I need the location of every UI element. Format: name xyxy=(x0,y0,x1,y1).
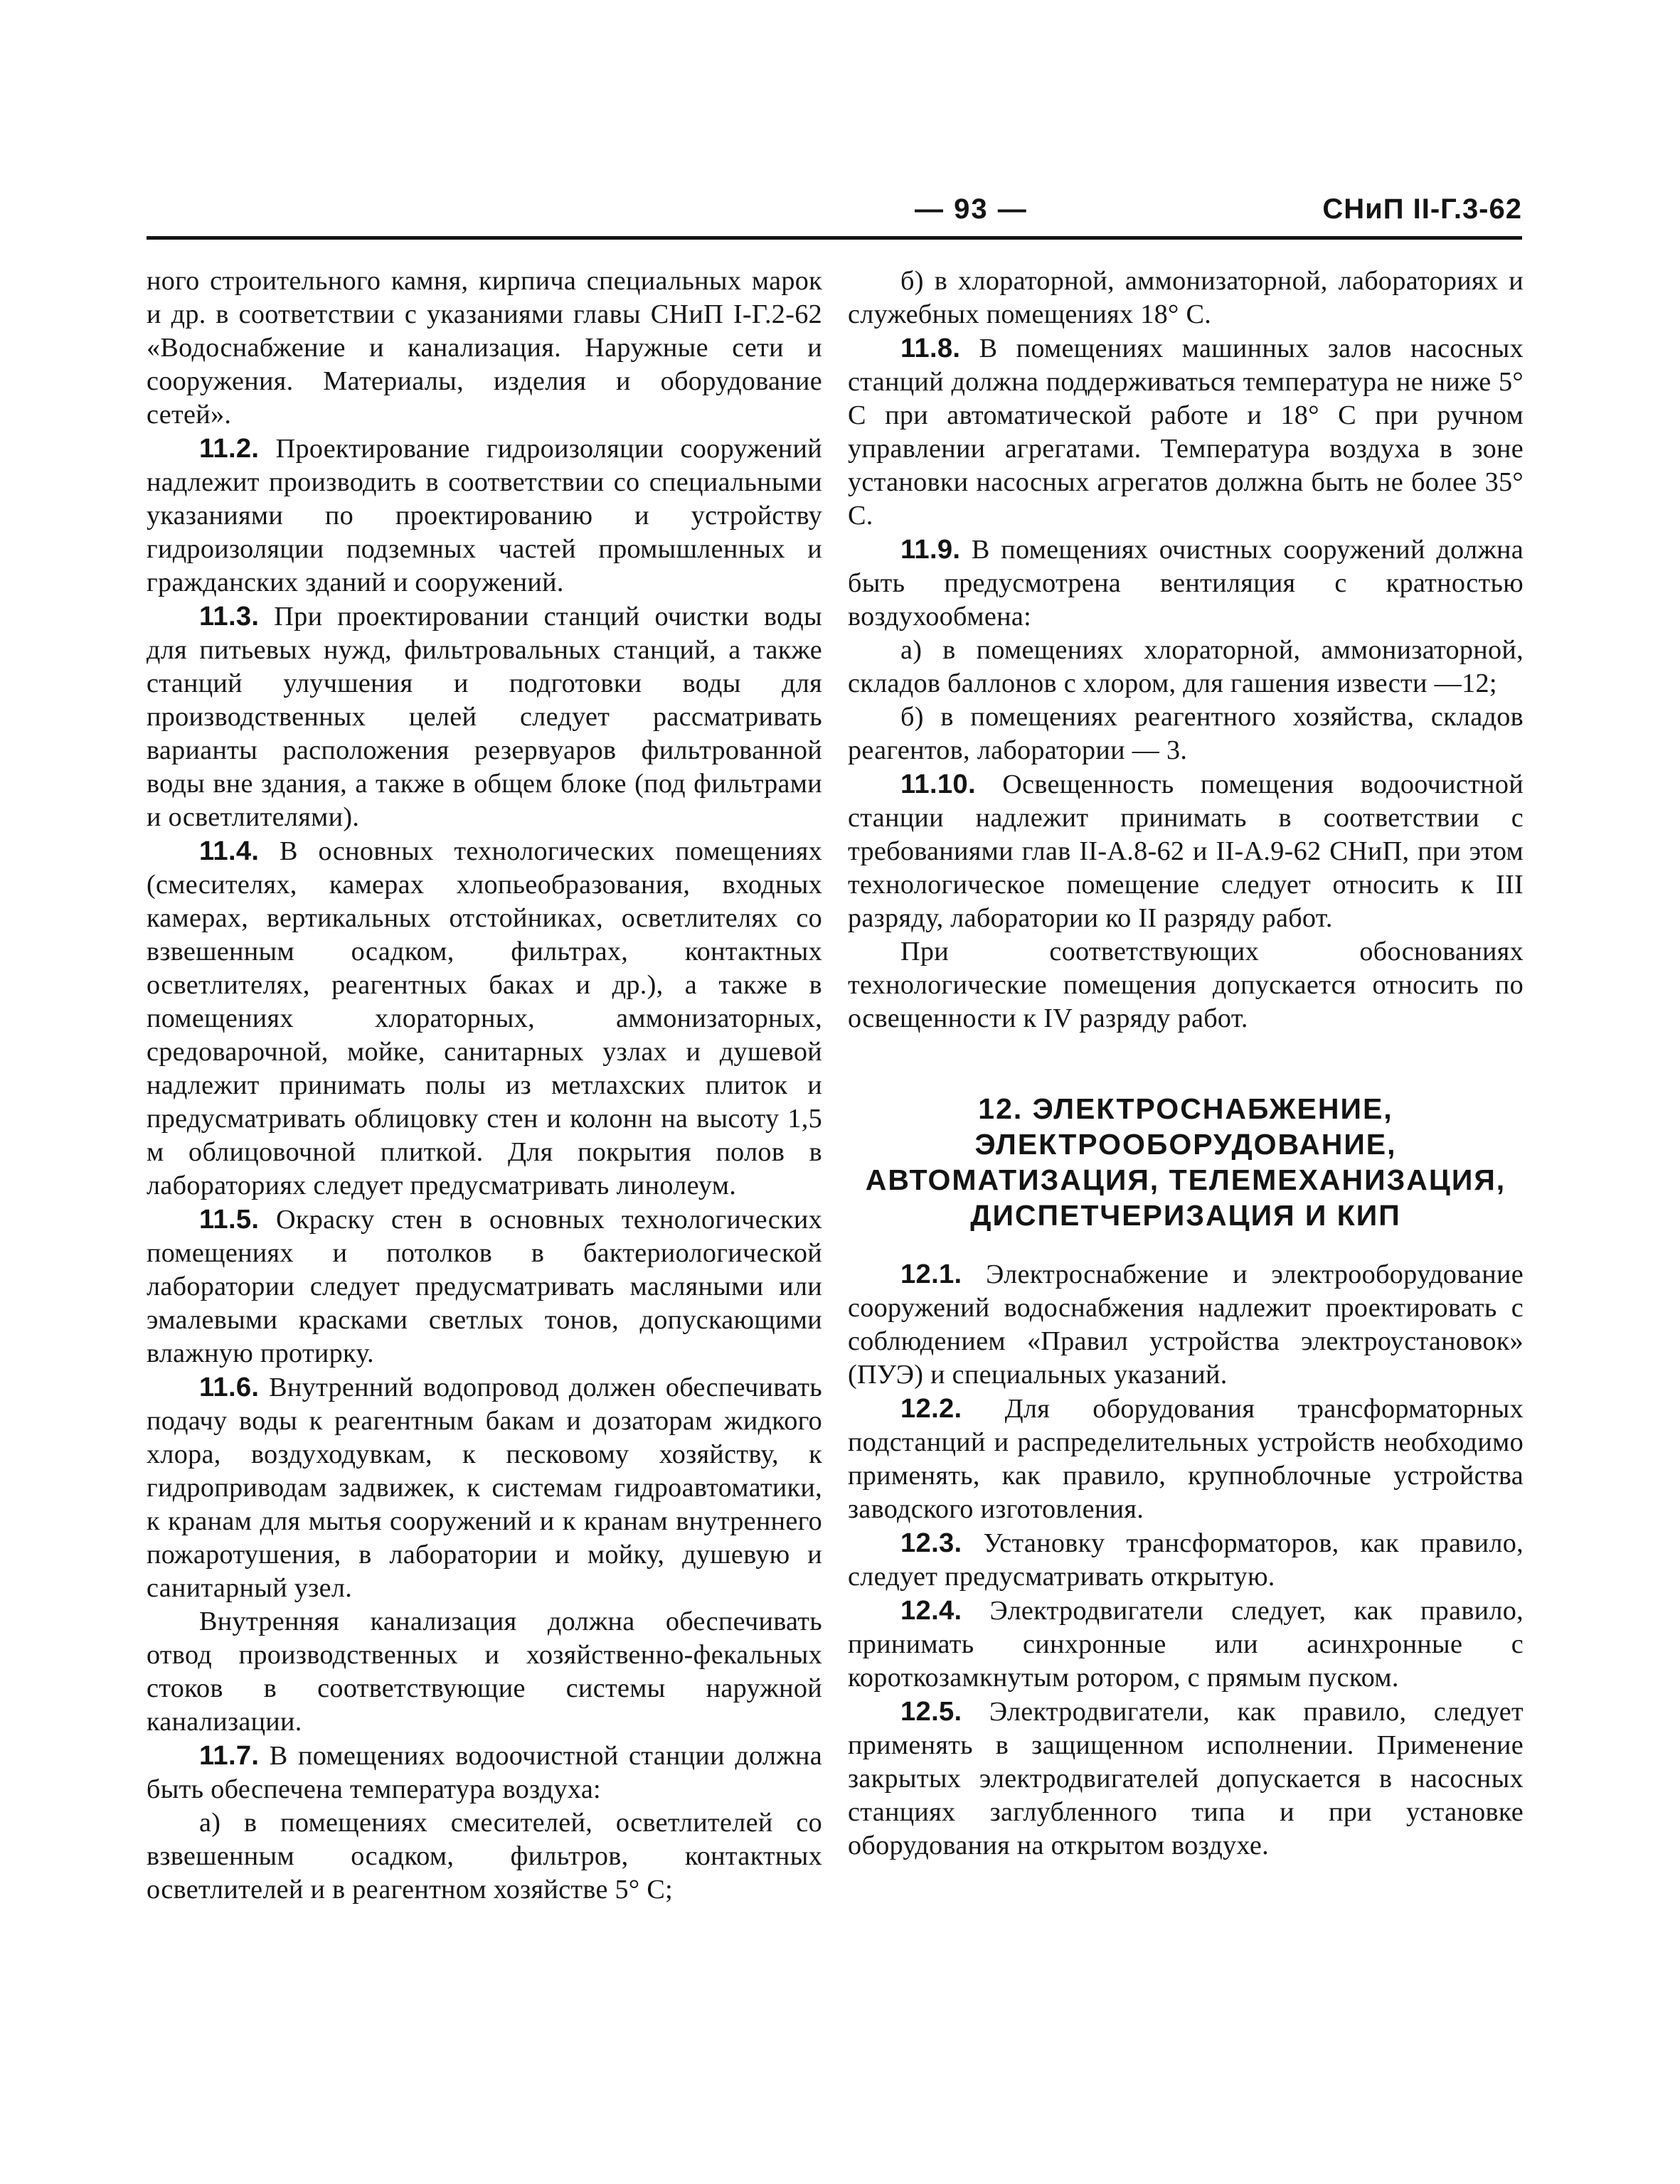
paragraph-text: Электродвигатели, как правило, следует применять в защищенном исполнении. Применение закрытых электродвигателей допускается в насосных станциях заглубленного типа и при установке оборудования на открытом воздухе. xyxy=(848,1697,1524,1860)
paragraph-text: В помещениях водоочистной станции должна быть обеспечена температура воздуха: xyxy=(147,1741,822,1804)
clause-number: 12.2. xyxy=(900,1393,962,1424)
header-rule xyxy=(147,236,1522,240)
clause-number: 11.4. xyxy=(199,836,260,866)
paragraph-11-9-a xyxy=(848,634,1524,701)
paragraph-12-4 xyxy=(848,1594,1524,1695)
clause-number: 12.1. xyxy=(900,1259,962,1289)
paragraph-12-1 xyxy=(848,1257,1524,1392)
clause-number: 11.2. xyxy=(199,433,260,464)
paragraph-text: В помещениях очистных сооружений должна быть предусмотрена вентиляция с кратностью воздухообмена: xyxy=(848,535,1524,632)
clause-number: 11.3. xyxy=(199,601,260,632)
paragraph-sewerage xyxy=(147,1605,822,1739)
paragraph-text: а) в помещениях смесителей, осветлителей со взвешенным осадком, фильтров, контактных осветлителей и в реагентном хозяйстве 5° С; xyxy=(147,1808,822,1905)
paragraph-11-8 xyxy=(848,331,1524,533)
paragraph-text: Окраску стен в основных технологических помещениях и потолков в бактериологической лаборатории следует предусматривать масляными или эмалевыми красками светлых тонов, допускающими влажную протирку. xyxy=(147,1205,822,1368)
paragraph-11-7-b xyxy=(848,265,1524,331)
paragraph-12-3 xyxy=(848,1526,1524,1594)
paragraph-text: Электродвигатели следует, как правило, принимать синхронные или асинхронные с короткозамкнутым ротором, с прямым пуском. xyxy=(848,1596,1524,1693)
section-heading-line: 12. ЭЛЕКТРОСНАБЖЕНИЕ, xyxy=(978,1092,1393,1125)
clause-number: 11.6. xyxy=(199,1372,260,1402)
clause-number: 12.3. xyxy=(900,1528,962,1558)
paragraph-text: При проектировании станций очистки воды для питьевых нужд, фильтровальных станций, а также станций улучшения и подготовки воды для производственных целей следует рассматривать варианты расположения резервуаров фильтрованной воды вне здания, а также в общем блоке (под фильтрами и осветлителями). xyxy=(147,602,822,832)
paragraph-text: Установку трансформаторов, как правило, следует предусматривать открытую. xyxy=(848,1528,1524,1592)
paragraph-lighting-note xyxy=(848,935,1524,1035)
paragraph-12-2 xyxy=(848,1392,1524,1526)
paragraph-text: ного строительного камня, кирпича специальных марок и др. в соответствии с указаниями главы СНиП I-Г.2-62 «Водоснабжение и канализация. Наружные сети и сооружения. Материалы, изделия и оборудование сетей». xyxy=(147,266,822,430)
paragraph-text: б) в помещениях реагентного хозяйства, складов реагентов, лаборатории — 3. xyxy=(848,702,1524,765)
clause-number: 11.10. xyxy=(900,769,976,799)
paragraph-text: Внутренний водопровод должен обеспечивать подачу воды к реагентным бакам и дозаторам жидкого хлора, воздуходувкам, к песковому хозяйству, к гидроприводам задвижек, к системам гидроавтоматики, к кранам для мытья сооружений и к кранам внутреннего пожаротушения, в лаборатории и мойку, душевую и санитарный узел. xyxy=(147,1373,822,1603)
paragraph-11-7-a xyxy=(147,1806,822,1907)
paragraph-11-2 xyxy=(147,432,822,600)
clause-number: 12.4. xyxy=(900,1595,962,1626)
paragraph-11-9 xyxy=(848,533,1524,634)
paragraph-text: Внутренняя канализация должна обеспечивать отвод производственных и хозяйственно-фекальных стоков в соответствующие системы наружной канализации. xyxy=(147,1607,822,1737)
clause-number: 12.5. xyxy=(900,1696,962,1727)
paragraph-11-10 xyxy=(848,767,1524,935)
section-heading-line: ЭЛЕКТРООБОРУДОВАНИЕ, xyxy=(974,1128,1397,1161)
paragraph-text: В основных технологических помещениях (смесителях, камерах хлопьеобразования, входных камерах, вертикальных отстойниках, осветлителях со взвешенным осадком, фильтрах, контактных осветлителях, реагентных баках и др.), а также в помещениях хлораторных, аммонизаторных, средоварочной, мойке, санитарных узлах и душевой надлежит принимать полы из метлахских плиток и предусматривать облицовку стен и колонн на высоту 1,5 м облицовочной плиткой. Для покрытия полов в лабораториях следует предусматривать линолеум. xyxy=(147,836,822,1200)
paragraph-text: Освещенность помещения водоочистной станции надлежит принимать в соответствии с требованиями глав II-А.8-62 и II-А.9-62 СНиП, при этом технологическое помещение следует относить к III разряду, лаборатории ко II разряду работ. xyxy=(848,769,1524,933)
paragraph-text: Проектирование гидроизоляции сооружений надлежит производить в соответствии со специальными указаниями по проектированию и устройству гидроизоляции подземных частей промышленных и гражданских зданий и сооружений. xyxy=(147,434,822,597)
left-column xyxy=(147,265,822,1907)
paragraph-text: б) в хлораторной, аммонизаторной, лабораториях и служебных помещениях 18° С. xyxy=(848,266,1524,329)
section-heading xyxy=(848,1091,1524,1233)
paragraph-11-3 xyxy=(147,600,822,834)
paragraph-text: При соответствующих обоснованиях технологические помещения допускается относить по освещенности к IV разряду работ. xyxy=(848,937,1524,1033)
paragraph-11-6 xyxy=(147,1370,822,1605)
paragraph-text: Электроснабжение и электрооборудование сооружений водоснабжения надлежит проектировать с соблюдением «Правил устройства электроустановок» (ПУЭ) и специальных указаний. xyxy=(848,1259,1524,1390)
clause-number: 11.7. xyxy=(199,1740,260,1771)
paragraph-text: а) в помещениях хлораторной, аммонизаторной, складов баллонов с хлором, для гашения извести —12; xyxy=(848,635,1524,698)
page-header xyxy=(147,186,1522,236)
clause-number: 11.9. xyxy=(900,534,961,565)
paragraph-11-5 xyxy=(147,1203,822,1370)
paragraph-11-7 xyxy=(147,1739,822,1806)
clause-number: 11.8. xyxy=(900,333,961,363)
right-column xyxy=(848,265,1524,1863)
section-heading-line: ДИСПЕТЧЕРИЗАЦИЯ И КИП xyxy=(970,1199,1401,1232)
paragraph-continuation xyxy=(147,265,822,432)
document-code: СНиП II-Г.3-62 xyxy=(1322,193,1522,225)
page-number: — 93 — xyxy=(915,193,1028,225)
paragraph-text: В помещениях машинных залов насосных станций должна поддерживаться температура не ниже 5° С при автоматической работе и 18° С при ручном управлении агрегатами. Температура воздуха в зоне установки насосных агрегатов должна быть не более 35° С. xyxy=(848,334,1524,531)
paragraph-12-5 xyxy=(848,1695,1524,1863)
clause-number: 11.5. xyxy=(199,1204,260,1235)
paragraph-text: Для оборудования трансформаторных подстанций и распределительных устройств необходимо применять, как правило, крупноблочные устройства заводского изготовления. xyxy=(848,1394,1524,1524)
paragraph-11-4 xyxy=(147,834,822,1203)
section-heading-line: АВТОМАТИЗАЦИЯ, ТЕЛЕМЕХАНИЗАЦИЯ, xyxy=(865,1163,1506,1196)
paragraph-11-9-b xyxy=(848,701,1524,767)
